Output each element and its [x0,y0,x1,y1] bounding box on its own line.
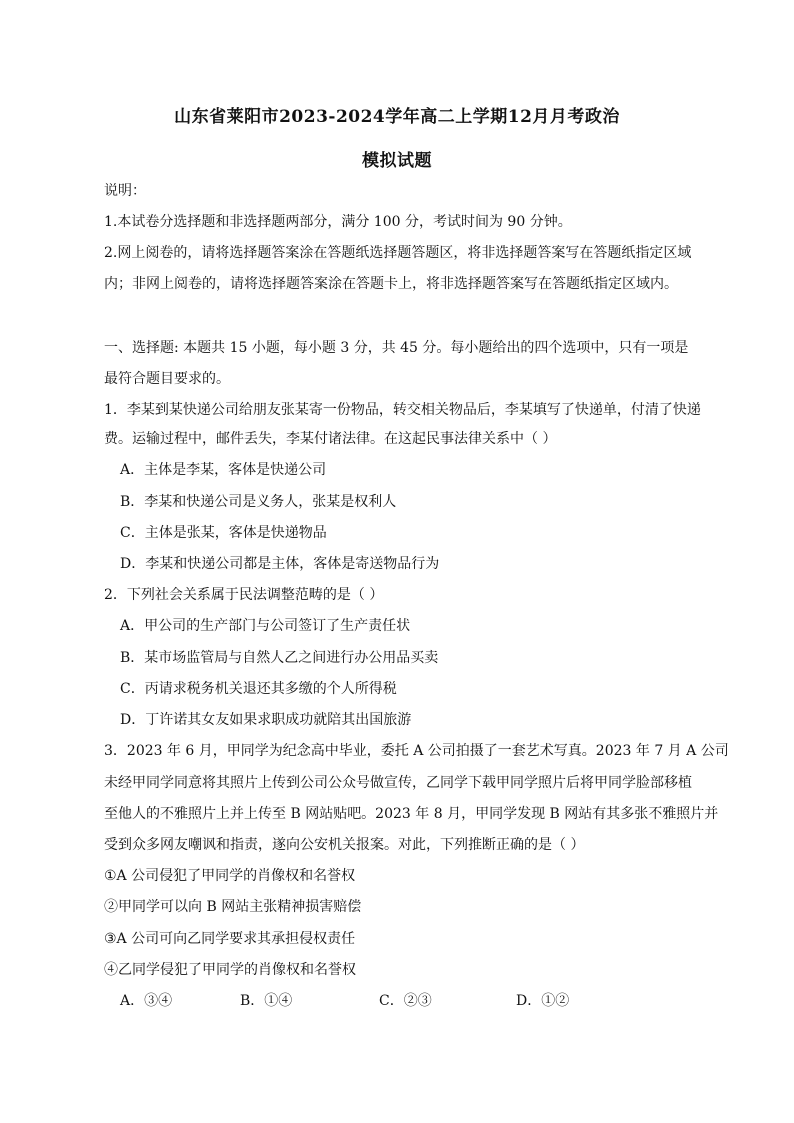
question-3-stem-line-2: 未经甲同学同意将其照片上传到公司公众号做宣传，乙同学下载甲同学照片后将甲同学脸部移植 [104,775,692,791]
question-3-statement-1: ①A 公司侵犯了甲同学的肖像权和名誉权 [104,868,356,884]
note-item-1: 1.本试卷分选择题和非选择题两部分，满分 100 分，考试时间为 90 分钟。 [104,214,572,230]
question-3-statement-4: ④乙同学侵犯了甲同学的肖像权和名誉权 [104,962,356,978]
question-3-statement-2: ②甲同学可以向 B 网站主张精神损害赔偿 [104,899,362,915]
question-3-statement-3: ③A 公司可向乙同学要求其承担侵权责任 [104,931,356,947]
exam-subtitle: 模拟试题 [362,151,432,171]
section-heading-line-1: 一、选择题: 本题共 15 小题，每小题 3 分，共 45 分。每小题给出的四个选项中，只有一项是 [104,340,689,356]
question-1-stem-line-1: 1．李某到某快递公司给朋友张某寄一份物品，转交相关物品后，李某填写了快递单，付清了快递 [104,402,701,418]
question-2-option-a: A．甲公司的生产部门与公司签订了生产责任状 [120,618,411,634]
question-3-choices [0,991,794,1011]
question-2-option-b: B．某市场监管局与自然人乙之间进行办公用品买卖 [120,650,439,666]
question-2-stem: 2．下列社会关系属于民法调整范畴的是（ ） [104,587,384,603]
question-2-option-d: D．丁许诺其女友如果求职成功就陪其出国旅游 [120,712,412,728]
question-3-stem-line-3: 至他人的不雅照片上并上传至 B 网站贴吧。2023 年 8 月，甲同学发现 B 网站有其多张不雅照片并 [104,806,719,822]
question-3-stem-line-1: 3．2023 年 6 月，甲同学为纪念高中毕业，委托 A 公司拍摄了一套艺术写真。2023 年 7 月 A 公司 [104,743,729,759]
exam-title: 山东省莱阳市2023-2024学年高二上学期12月月考政治 [174,107,620,127]
question-1-option-c: C．主体是张某，客体是快递物品 [120,525,327,541]
question-3-stem-line-4: 受到众多网友嘲讽和指责，遂向公安机关报案。对此，下列推断正确的是（ ） [104,837,585,853]
question-1-option-a: A．主体是李某，客体是快递公司 [120,462,327,478]
question-1-option-b: B．李某和快递公司是义务人，张某是权利人 [120,494,397,510]
question-3-choice-b: B．①④ [240,993,293,1009]
notes-label: 说明： [104,183,146,199]
question-1-stem-line-2: 费。运输过程中，邮件丢失，李某付诸法律。在这起民事法律关系中（ ） [104,431,557,447]
question-3-choice-c: C．②③ [379,993,432,1009]
question-2-option-c: C．丙请求税务机关退还其多缴的个人所得税 [120,681,397,697]
question-1-option-d: D．李某和快递公司都是主体，客体是寄送物品行为 [120,556,440,572]
note-item-2-line-1: 2.网上阅卷的，请将选择题答案涂在答题纸选择题答题区，将非选择题答案写在答题纸指定区域 [104,245,692,261]
question-3-choice-a: A．③④ [120,993,173,1009]
question-3-choice-d: D．①② [516,993,570,1009]
section-heading-line-2: 最符合题目要求的。 [104,371,230,387]
note-item-2-line-2: 内；非网上阅卷的，请将选择题答案涂在答题卡上，将非选择题答案写在答题纸指定区域内。 [104,276,678,292]
